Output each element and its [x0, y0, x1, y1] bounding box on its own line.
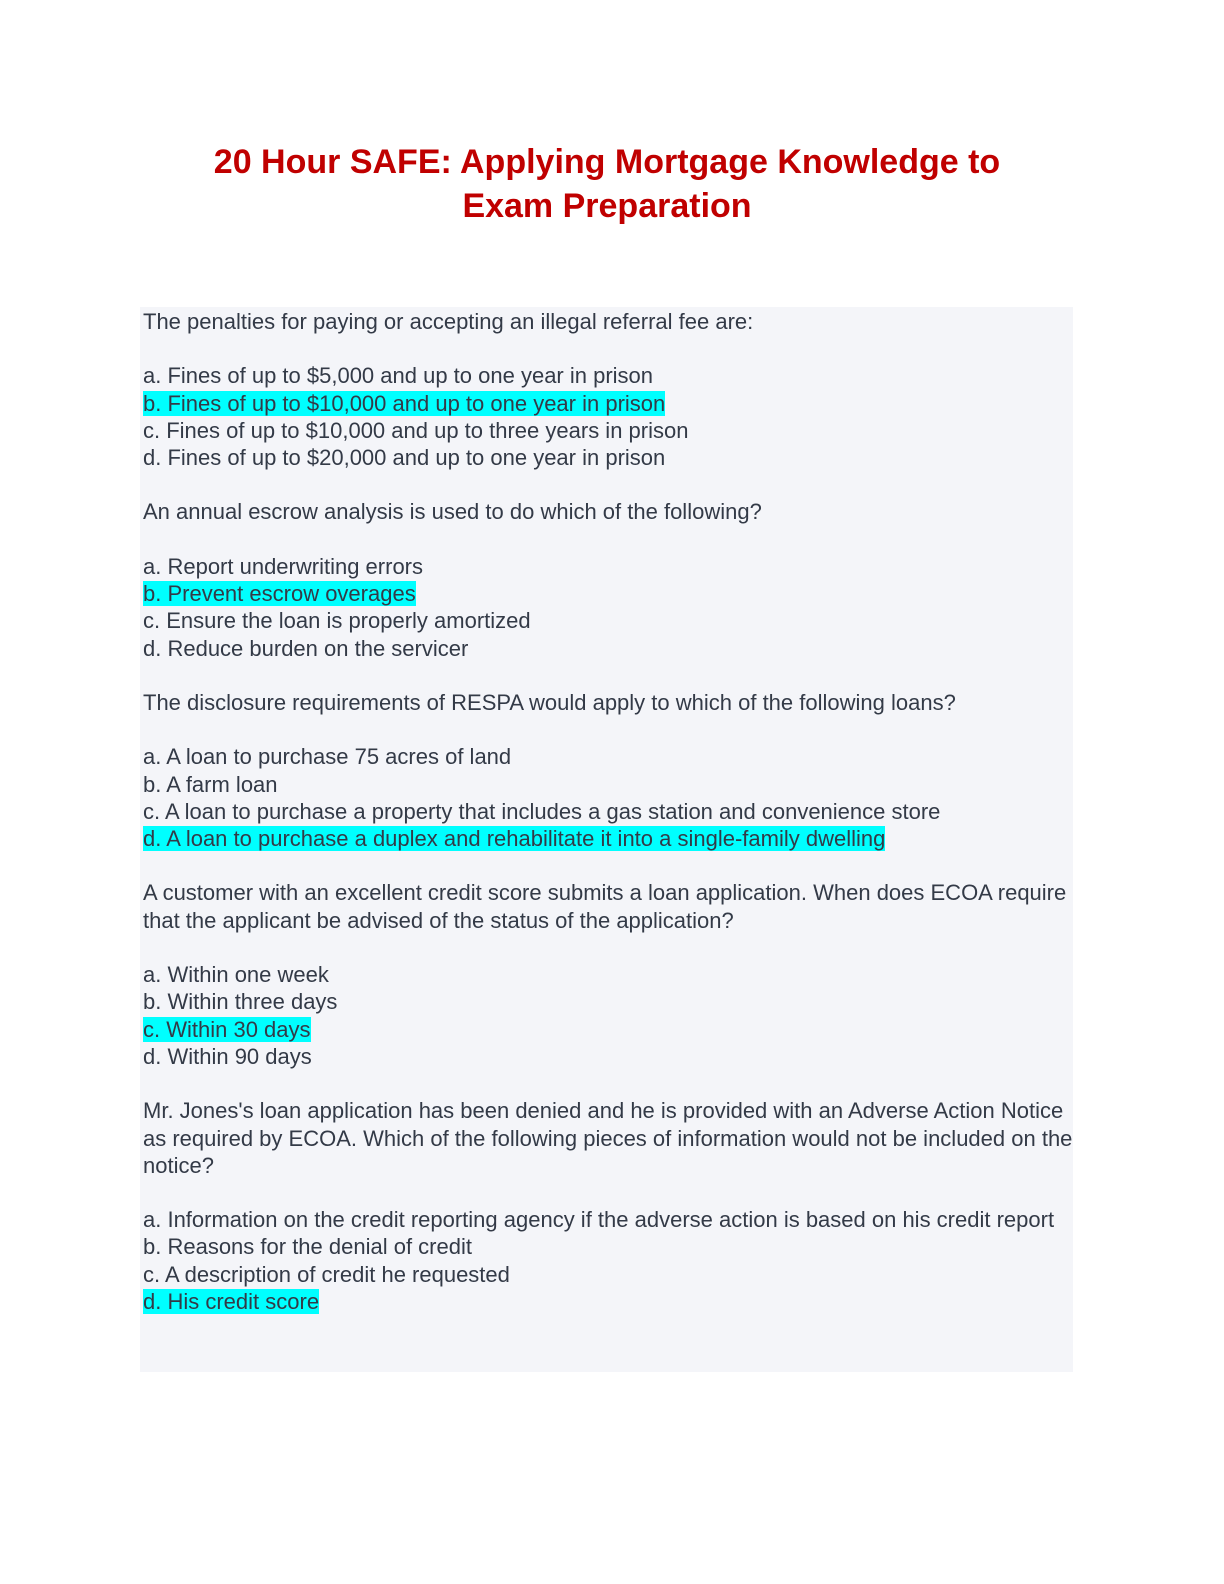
question-text: The disclosure requirements of RESPA would apply to which of the following loans? [143, 689, 956, 715]
answer-option: a. A loan to purchase 75 acres of land [143, 744, 512, 770]
answer-option: b. Within three days [143, 989, 338, 1015]
answer-option-correct: c. Within 30 days [143, 1016, 311, 1042]
answer-option: a. Information on the credit reporting agency if the adverse action is based on his credit report [143, 1207, 1055, 1233]
answer-option: a. Fines of up to $5,000 and up to one year in prison [143, 363, 654, 389]
answer-option: c. A loan to purchase a property that includes a gas station and convenience store [143, 798, 941, 824]
answer-option-correct: b. Prevent escrow overages [143, 581, 416, 607]
document-title [140, 140, 1074, 228]
question-block-2 [143, 498, 1073, 661]
answer-options [143, 961, 1073, 1070]
answer-option: b. Reasons for the denial of credit [143, 1234, 472, 1260]
question-text: The penalties for paying or accepting an illegal referral fee are: [143, 309, 754, 334]
answer-option: c. A description of credit he requested [143, 1261, 510, 1287]
answer-option-correct: d. His credit score [143, 1289, 320, 1315]
answer-options [143, 362, 1073, 471]
answer-options [143, 743, 1073, 852]
answer-option: d. Fines of up to $20,000 and up to one year in prison [143, 445, 666, 471]
answer-option: b. A farm loan [143, 771, 278, 797]
document-title-line-1: 20 Hour SAFE: Applying Mortgage Knowledge to [213, 143, 1001, 181]
answer-option: c. Fines of up to $10,000 and up to three years in prison [143, 417, 689, 443]
question-block-3 [143, 689, 1073, 852]
answer-option: d. Reduce burden on the servicer [143, 635, 469, 661]
answer-options [143, 1206, 1073, 1315]
answer-option: d. Within 90 days [143, 1043, 312, 1069]
question-text: A customer with an excellent credit score submits a loan application. When does ECOA require that the applicant be advised of the status of the application? [143, 880, 1067, 933]
question-text: An annual escrow analysis is used to do which of the following? [143, 499, 762, 525]
answer-option: c. Ensure the loan is properly amortized [143, 608, 531, 634]
answer-option: a. Report underwriting errors [143, 553, 424, 579]
question-block-1 [143, 307, 1073, 471]
answer-option: a. Within one week [143, 962, 329, 988]
question-block-4 [143, 879, 1073, 1070]
question-text: Mr. Jones's loan application has been denied and he is provided with an Adverse Action Notice as required by ECOA. Which of the following pieces of information would not be included on the notice? [143, 1098, 1073, 1178]
question-block-5 [143, 1097, 1073, 1315]
questions-panel [140, 307, 1073, 1372]
answer-option-correct: d. A loan to purchase a duplex and rehabilitate it into a single-family dwelling [143, 826, 886, 852]
document-title-line-2: Exam Preparation [462, 187, 752, 225]
answer-options [143, 553, 1073, 662]
answer-option-correct: b. Fines of up to $10,000 and up to one year in prison [143, 390, 666, 416]
